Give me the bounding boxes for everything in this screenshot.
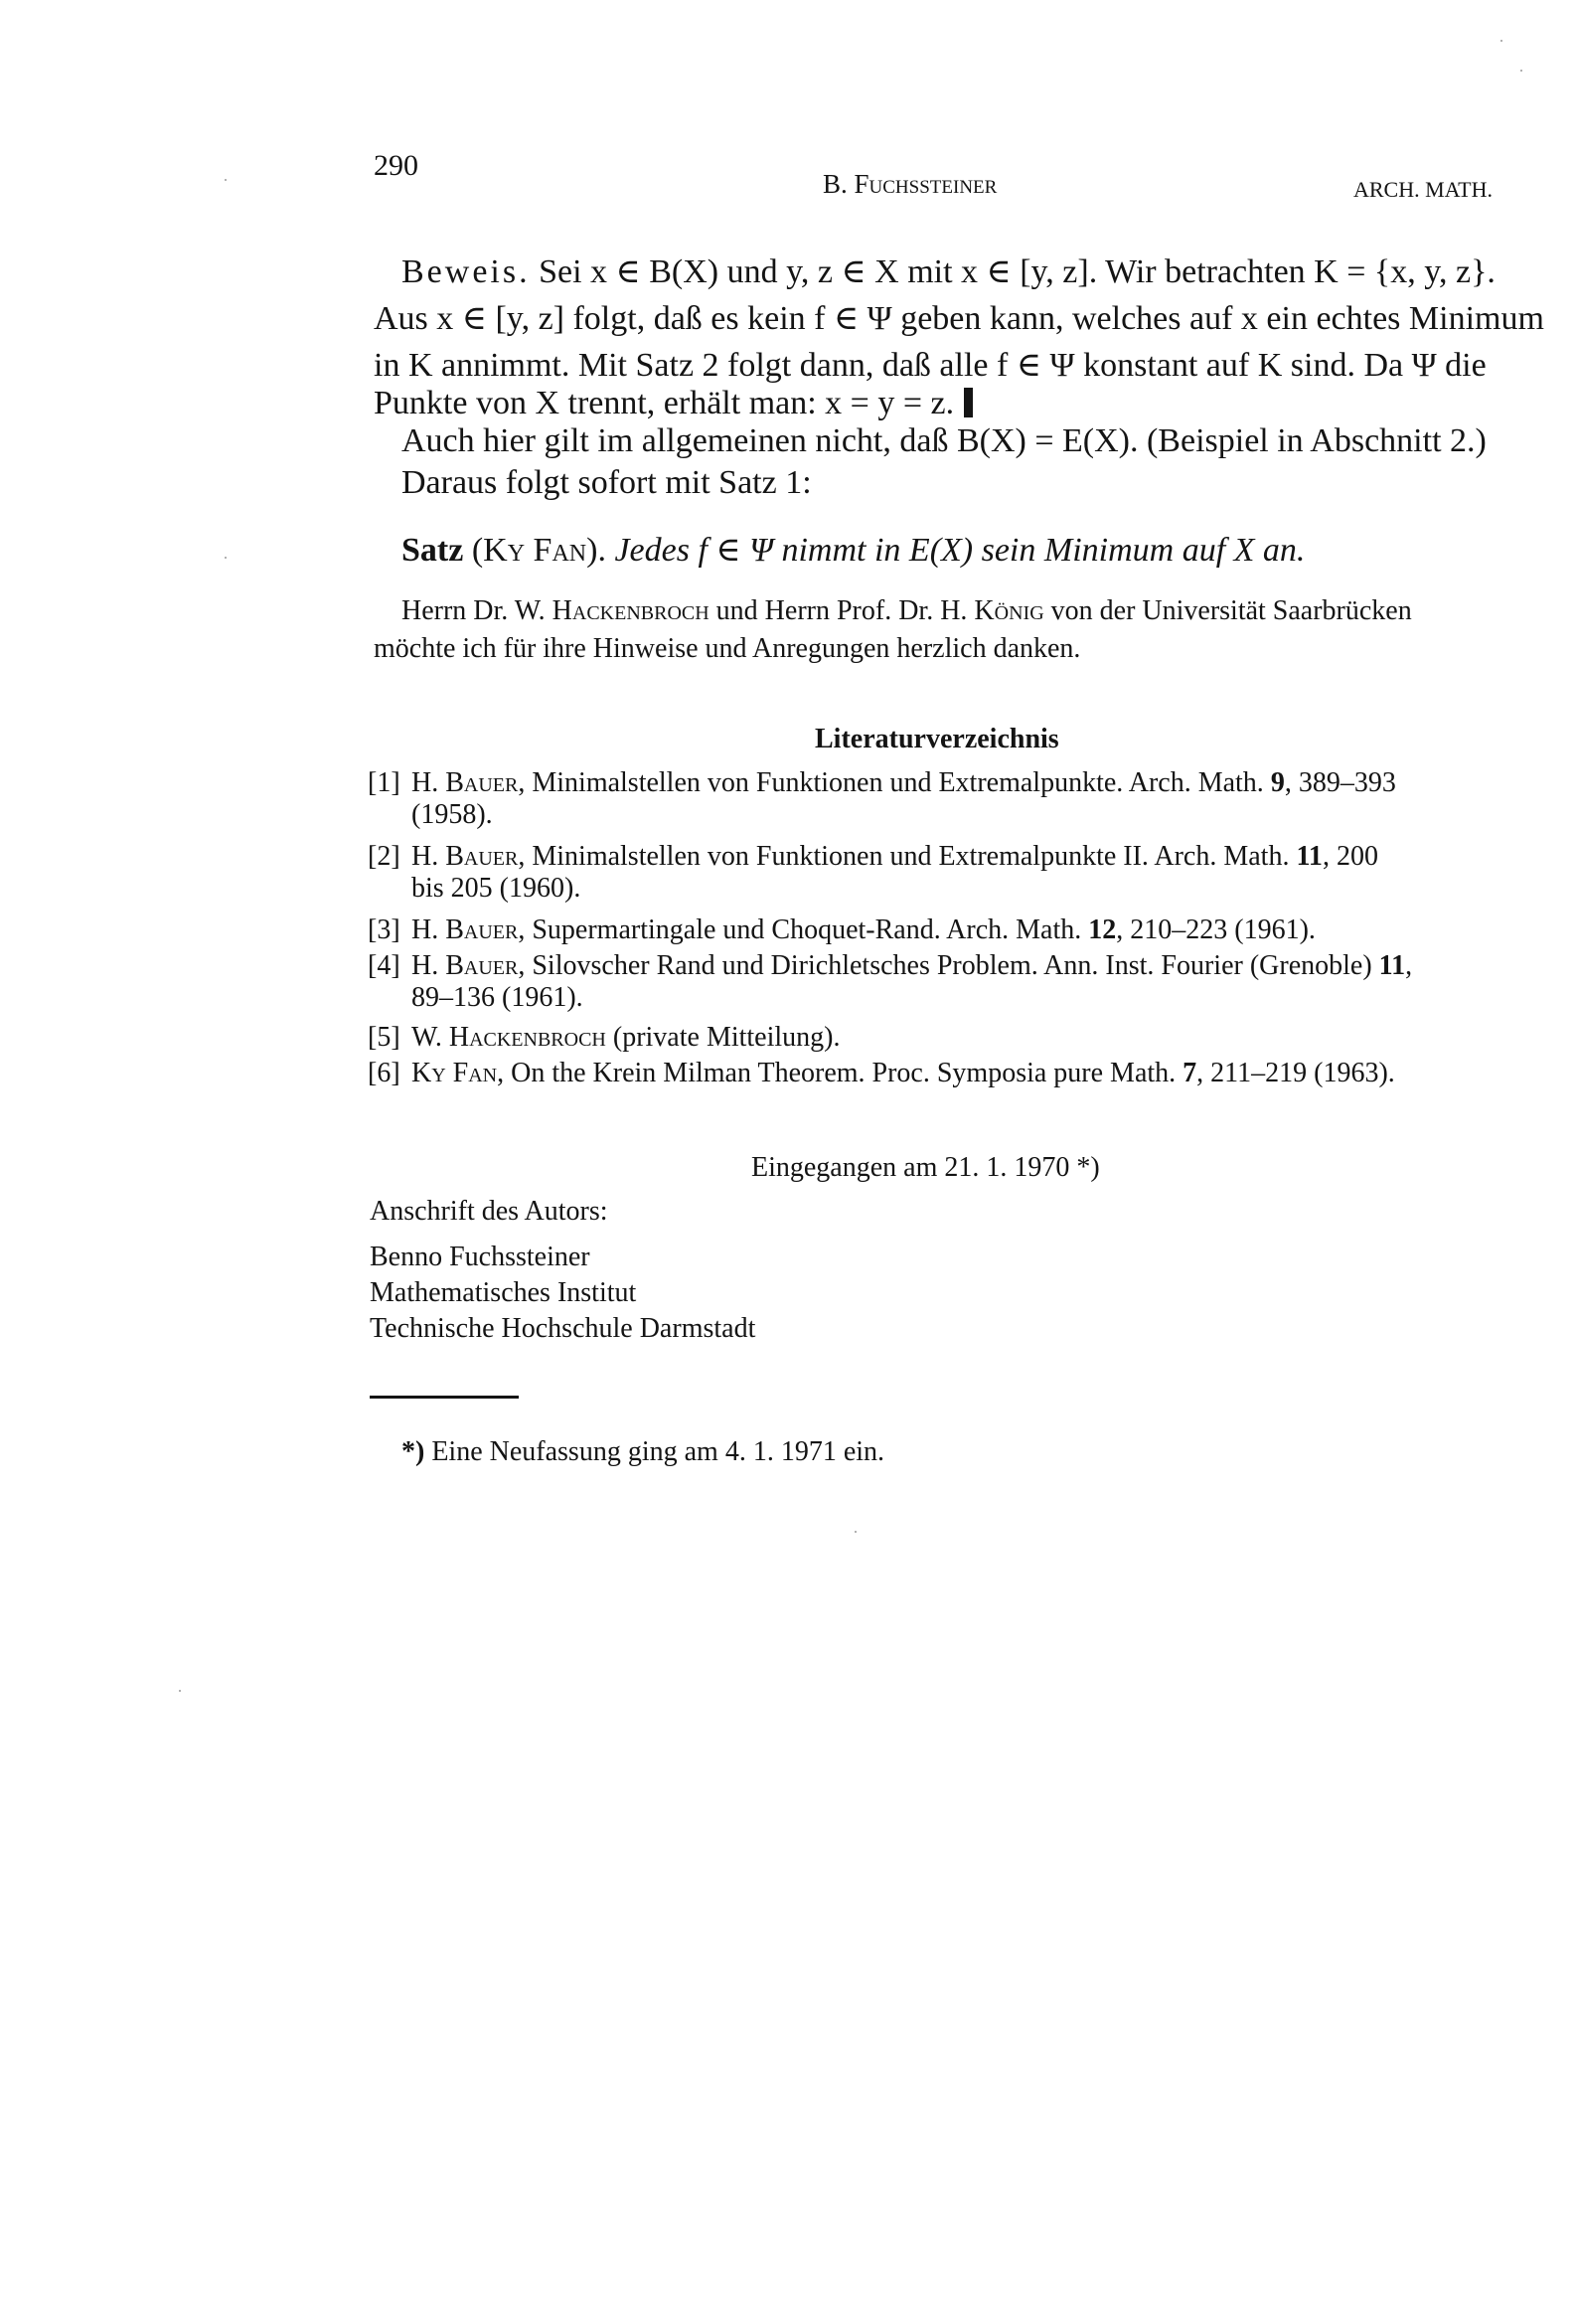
qed-square-icon bbox=[964, 388, 973, 417]
reference-title: (private Mitteilung). bbox=[605, 1022, 841, 1053]
scan-speck bbox=[1520, 70, 1522, 72]
running-head-author: B. Fuchssteiner bbox=[823, 169, 998, 199]
reference-item-6 bbox=[368, 1058, 1395, 1089]
proof-text-1: Sei x ∈ B(X) und y, z ∈ X mit x ∈ [y, z]. Wir betrachten K = {x, y, z}. bbox=[539, 253, 1496, 290]
reference-author: Hackenbroch bbox=[448, 1022, 606, 1053]
ack-text-b: und Herrn Prof. Dr. H. bbox=[715, 595, 968, 626]
reference-volume: 7 bbox=[1183, 1058, 1197, 1088]
scan-speck bbox=[225, 179, 227, 181]
reference-pages: , bbox=[1405, 950, 1413, 981]
reference-initial: H. bbox=[411, 841, 439, 872]
reference-item-4 bbox=[368, 950, 1412, 1014]
reference-continuation: 89–136 (1961). bbox=[411, 982, 583, 1013]
proof-line-2: Aus x ∈ [y, z] folgt, daß es kein f ∈ Ψ geben kann, welches auf x ein echtes Minimum bbox=[374, 300, 1544, 337]
reference-initial: H. bbox=[411, 767, 439, 798]
reference-volume: 9 bbox=[1270, 767, 1285, 798]
reference-number: [2] bbox=[368, 841, 400, 872]
running-head-journal: ARCH. MATH. bbox=[1353, 177, 1493, 202]
acknowledgement-line-1 bbox=[401, 594, 1412, 627]
reference-number: [4] bbox=[368, 950, 400, 981]
reference-initial: H. bbox=[411, 914, 439, 945]
footnote-marker: *) bbox=[401, 1436, 425, 1467]
reference-initial: W. bbox=[411, 1022, 442, 1053]
acknowledgement-line-2: möchte ich für ihre Hinweise und Anregungen herzlich danken. bbox=[374, 633, 1081, 664]
theorem-statement: Jedes f ∈ Ψ nimmt in E(X) sein Minimum auf X an. bbox=[614, 532, 1306, 569]
reference-initial: H. bbox=[411, 950, 439, 981]
reference-title: , Silovscher Rand und Dirichletsches Problem. Ann. Inst. Fourier (Grenoble) bbox=[518, 950, 1372, 981]
scan-speck bbox=[225, 557, 227, 559]
reference-pages: , 210–223 (1961). bbox=[1116, 914, 1316, 945]
address-institute: Mathematisches Institut bbox=[370, 1277, 637, 1308]
footnote bbox=[401, 1435, 884, 1468]
page-number: 290 bbox=[374, 149, 418, 182]
theorem-paren-open: ( bbox=[471, 532, 484, 569]
ack-text-c: von der Universität Saarbrücken bbox=[1050, 595, 1412, 626]
reference-item-3 bbox=[368, 914, 1316, 946]
reference-author: Bauer bbox=[445, 914, 519, 945]
address-school: Technische Hochschule Darmstadt bbox=[370, 1313, 756, 1344]
theorem-ky-fan bbox=[401, 527, 1305, 574]
reference-title: , Supermartingale und Choquet-Rand. Arch. Math. bbox=[518, 914, 1082, 945]
ack-name-koenig: König bbox=[974, 595, 1044, 626]
reference-volume: 11 bbox=[1378, 950, 1406, 981]
ack-text-a: Herrn Dr. W. bbox=[401, 595, 546, 626]
reference-author: Ky Fan bbox=[411, 1058, 498, 1088]
theorem-attribution: Ky Fan bbox=[483, 532, 587, 569]
theorem-paren-close: ). bbox=[586, 532, 606, 569]
reference-number: [5] bbox=[368, 1022, 400, 1053]
reference-pages: , 211–219 (1963). bbox=[1196, 1058, 1395, 1088]
reference-author: Bauer bbox=[445, 841, 519, 872]
footnote-rule bbox=[370, 1396, 519, 1399]
reference-pages: , 200 bbox=[1322, 841, 1378, 872]
remark-line-1: Auch hier gilt im allgemeinen nicht, daß B(X) = E(X). (Beispiel in Abschnitt 2.) bbox=[401, 422, 1487, 459]
address-name: Benno Fuchssteiner bbox=[370, 1242, 590, 1272]
reference-volume: 11 bbox=[1296, 841, 1323, 872]
reference-continuation: (1958). bbox=[411, 799, 493, 830]
reference-pages: , 389–393 bbox=[1284, 767, 1396, 798]
reference-title: , Minimalstellen von Funktionen und Extremalpunkte II. Arch. Math. bbox=[518, 841, 1290, 872]
scan-speck bbox=[179, 1690, 181, 1692]
remark-line-2: Daraus folgt sofort mit Satz 1: bbox=[401, 464, 812, 501]
reference-number: [3] bbox=[368, 914, 400, 945]
reference-number: [6] bbox=[368, 1058, 400, 1088]
proof-line-3: in K annimmt. Mit Satz 2 folgt dann, daß alle f ∈ Ψ konstant auf K sind. Da Ψ die bbox=[374, 347, 1487, 384]
reference-title: , Minimalstellen von Funktionen und Extremalpunkte. Arch. Math. bbox=[518, 767, 1264, 798]
proof-label: Beweis. bbox=[401, 253, 531, 290]
proof-text-4: Punkte von X trennt, erhält man: x = y = z. bbox=[374, 385, 955, 421]
reference-author: Bauer bbox=[445, 767, 519, 798]
scan-speck bbox=[855, 1531, 857, 1533]
reference-item-5 bbox=[368, 1022, 840, 1054]
reference-author: Bauer bbox=[445, 950, 519, 981]
reference-volume: 12 bbox=[1088, 914, 1117, 945]
ack-name-hackenbroch: Hackenbroch bbox=[552, 595, 710, 626]
reference-continuation: bis 205 (1960). bbox=[411, 873, 581, 904]
received-date: Eingegangen am 21. 1. 1970 *) bbox=[751, 1152, 1100, 1183]
references-heading: Literaturverzeichnis bbox=[815, 724, 1059, 754]
reference-item-2 bbox=[368, 841, 1378, 905]
proof-line-1 bbox=[401, 249, 1496, 295]
address-label: Anschrift des Autors: bbox=[370, 1196, 608, 1227]
reference-number: [1] bbox=[368, 767, 400, 798]
scan-speck bbox=[1500, 40, 1502, 42]
theorem-label: Satz bbox=[401, 532, 464, 569]
footnote-text: Eine Neufassung ging am 4. 1. 1971 ein. bbox=[431, 1436, 885, 1467]
reference-title: , On the Krein Milman Theorem. Proc. Symposia pure Math. bbox=[497, 1058, 1177, 1088]
reference-item-1 bbox=[368, 767, 1396, 831]
